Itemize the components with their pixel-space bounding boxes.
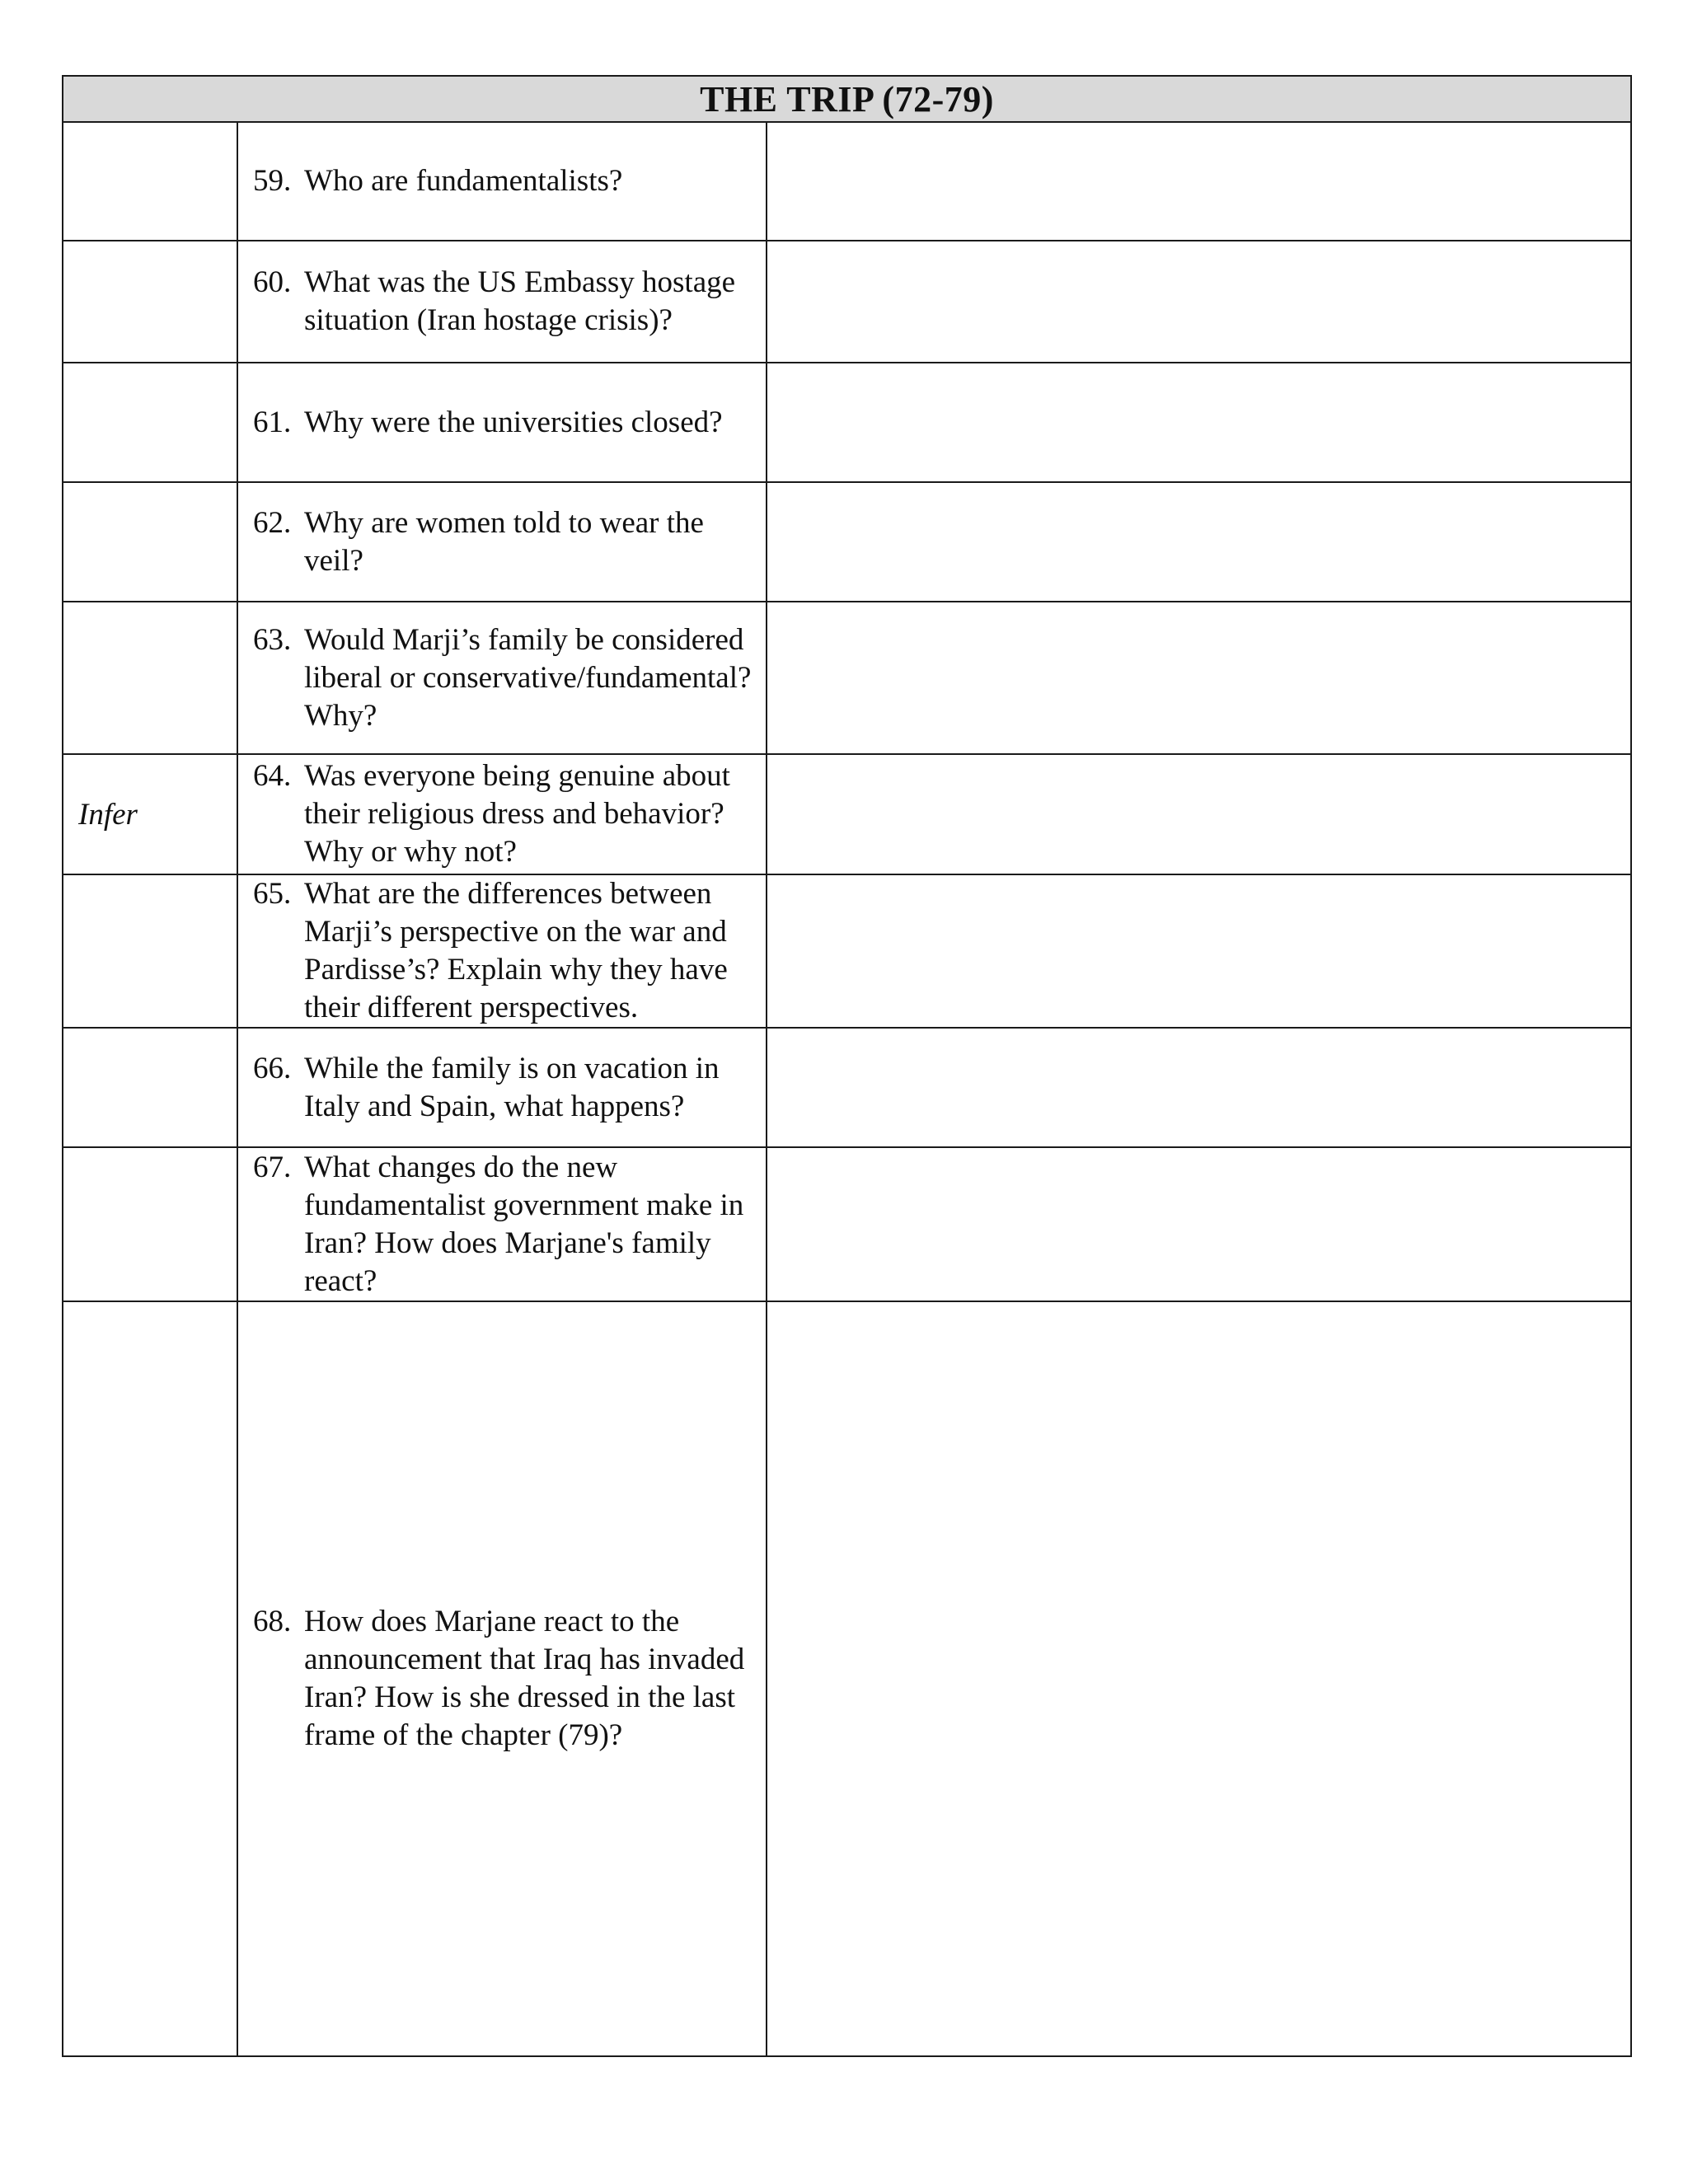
question-cell xyxy=(237,363,767,482)
skill-cell xyxy=(63,122,237,241)
answer-field[interactable] xyxy=(767,1301,1631,2056)
question-text: What are the differences between Marji’s perspective on the war and Pardisse’s? Explain why they have their different perspectives. xyxy=(304,877,728,1024)
answer-field[interactable] xyxy=(767,241,1631,363)
question-number: 61. xyxy=(253,405,292,439)
question-cell xyxy=(237,482,767,602)
section-title: THE TRIP (72-79) xyxy=(63,76,1631,122)
question-text: What was the US Embassy hostage situation (Iran hostage crisis)? xyxy=(304,265,736,337)
question-number: 60. xyxy=(253,265,292,299)
answer-field[interactable] xyxy=(767,363,1631,482)
answer-field[interactable] xyxy=(767,482,1631,602)
skill-cell xyxy=(63,241,237,363)
answer-field[interactable] xyxy=(767,1147,1631,1301)
question-cell xyxy=(237,1028,767,1147)
answer-field[interactable] xyxy=(767,122,1631,241)
skill-cell xyxy=(63,1028,237,1147)
question-row-68 xyxy=(63,1301,1631,2056)
skill-cell xyxy=(63,602,237,754)
question-number: 68. xyxy=(253,1605,292,1638)
question-row-59 xyxy=(63,122,1631,241)
worksheet-table xyxy=(62,75,1632,2057)
question-row-67 xyxy=(63,1147,1631,1301)
question-text: Who are fundamentalists? xyxy=(304,164,623,198)
question-cell xyxy=(237,1301,767,2056)
question-text: While the family is on vacation in Italy and Spain, what happens? xyxy=(304,1051,720,1123)
question-row-63 xyxy=(63,602,1631,754)
question-row-64 xyxy=(63,754,1631,874)
answer-field[interactable] xyxy=(767,602,1631,754)
question-row-60 xyxy=(63,241,1631,363)
question-cell xyxy=(237,241,767,363)
question-number: 62. xyxy=(253,505,292,540)
question-cell xyxy=(237,602,767,754)
question-cell xyxy=(237,874,767,1028)
question-row-65 xyxy=(63,874,1631,1028)
question-cell xyxy=(237,122,767,241)
skill-cell xyxy=(63,874,237,1028)
question-row-61 xyxy=(63,363,1631,482)
question-number: 64. xyxy=(253,759,292,793)
answer-field[interactable] xyxy=(767,874,1631,1028)
skill-cell xyxy=(63,1301,237,2056)
question-number: 65. xyxy=(253,877,292,911)
question-text: Would Marji’s family be considered liberal or conservative/fundamental? Why? xyxy=(304,622,752,733)
question-number: 63. xyxy=(253,622,292,657)
question-cell xyxy=(237,754,767,874)
skill-cell xyxy=(63,1147,237,1301)
answer-field[interactable] xyxy=(767,1028,1631,1147)
question-text: Why were the universities closed? xyxy=(304,405,723,439)
question-number: 67. xyxy=(253,1150,292,1184)
question-row-66 xyxy=(63,1028,1631,1147)
question-cell xyxy=(237,1147,767,1301)
question-text: Was everyone being genuine about their religious dress and behavior? Why or why not? xyxy=(304,759,730,869)
skill-cell: Infer xyxy=(63,754,237,874)
question-text: Why are women told to wear the veil? xyxy=(304,505,704,578)
answer-field[interactable] xyxy=(767,754,1631,874)
skill-cell xyxy=(63,482,237,602)
question-number: 59. xyxy=(253,164,292,198)
question-number: 66. xyxy=(253,1051,292,1085)
question-text: What changes do the new fundamentalist government make in Iran? How does Marjane's family react? xyxy=(304,1150,744,1298)
question-row-62 xyxy=(63,482,1631,602)
question-text: How does Marjane react to the announcement that Iraq has invaded Iran? How is she dressed in the last frame of the chapter (79)? xyxy=(304,1605,745,1752)
skill-cell xyxy=(63,363,237,482)
